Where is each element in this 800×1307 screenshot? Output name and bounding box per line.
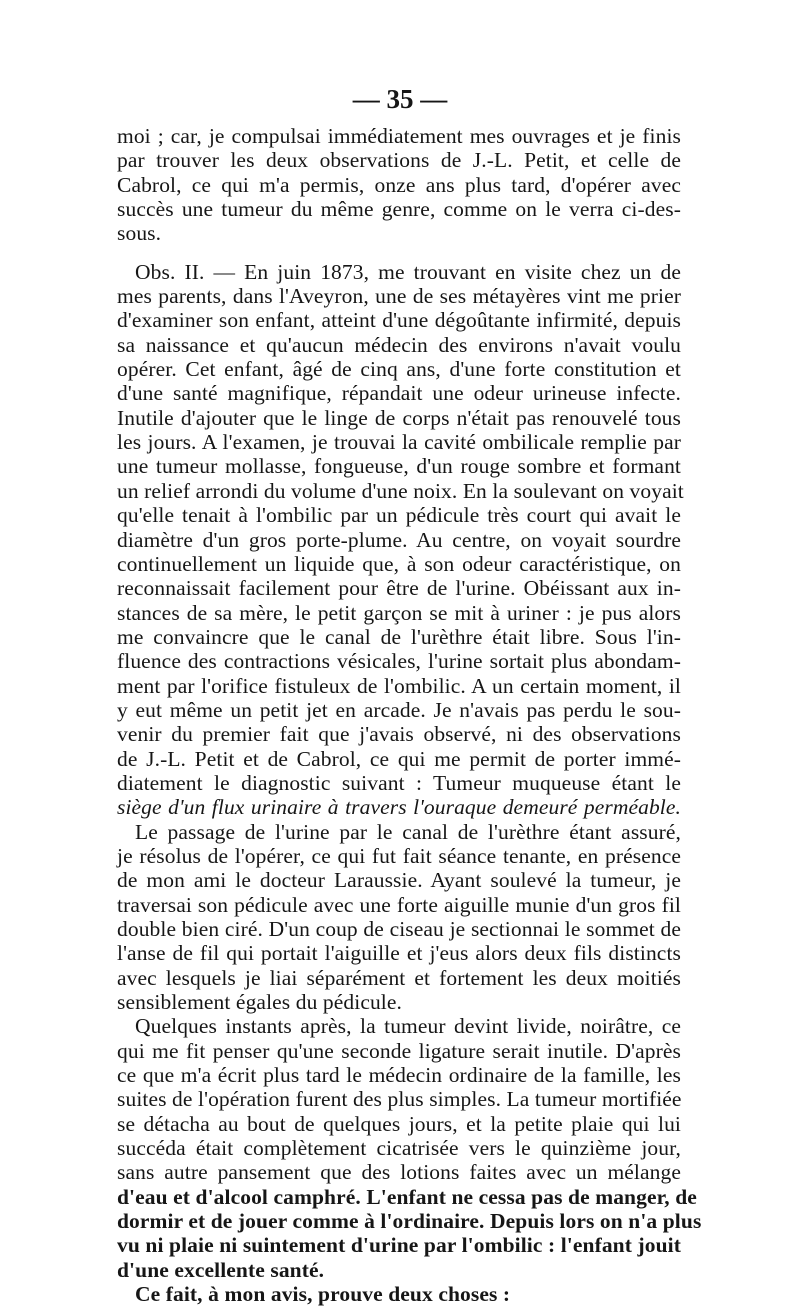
text-line: une tumeur mollasse, fongueuse, d'un rouge sombre et formant xyxy=(117,454,681,479)
text-line: sans autre pansement que des lotions faites avec un mélange xyxy=(117,1160,681,1185)
text-line: venir du premier fait que j'avais observé, ni des observations xyxy=(117,722,681,747)
text-line: suites de l'opération furent des plus simples. La tumeur mortifiée xyxy=(117,1087,682,1112)
text-line: Quelques instants après, la tumeur devint livide, noirâtre, ce xyxy=(135,1014,681,1039)
text-line: sous. xyxy=(117,221,162,246)
text-line: de J.-L. Petit et de Cabrol, ce qui me permit de porter immé- xyxy=(117,746,681,771)
text-line: Cabrol, ce qui m'a permis, onze ans plus tard, d'opérer avec xyxy=(117,172,681,197)
text-line: avec lesquels je liai séparément et fortement les deux moitiés xyxy=(117,965,681,990)
text-line: stances de sa mère, le petit garçon se mit à uriner : je pus alors xyxy=(117,600,681,625)
text-line: sensiblement égales du pédicule. xyxy=(117,990,402,1015)
text-line: les jours. A l'examen, je trouvai la cavité ombilicale remplie par xyxy=(117,430,681,455)
text-line: je résolus de l'opérer, ce qui fut fait séance tenante, en présence xyxy=(117,843,681,868)
text-line: qu'elle tenait à l'ombilic par un pédicule très court qui avait le xyxy=(117,503,681,528)
text-line: opérer. Cet enfant, âgé de cinq ans, d'une forte constitution et xyxy=(117,357,681,382)
text-line: dormir et de jouer comme à l'ordinaire. Depuis lors on n'a plus xyxy=(117,1209,702,1234)
text-line: diamètre d'un gros porte-plume. Au centre, on voyait sourdre xyxy=(117,527,681,552)
text-line: ce que m'a écrit plus tard le médecin ordinaire de la famille, les xyxy=(117,1063,681,1088)
text-line: reconnaissait facilement pour être de l'urine. Obéissant aux in- xyxy=(117,576,681,601)
text-line: fluence des contractions vésicales, l'urine sortait plus abondam- xyxy=(117,649,681,674)
text-line: d'une excellente santé. xyxy=(117,1257,325,1282)
text-line: l'anse de fil qui portait l'aiguille et j'eus alors deux fils distincts xyxy=(117,941,681,966)
text-line: diatement le diagnostic suivant : Tumeur muqueuse étant le xyxy=(117,770,681,795)
text-line: sa naissance et qu'aucun médecin des environs n'avait voulu xyxy=(117,332,681,357)
text-line: Inutile d'ajouter que le linge de corps n'était pas renouvelé tous xyxy=(117,405,681,430)
text-line: continuellement un liquide que, à son odeur caractéristique, on xyxy=(117,551,681,576)
text-line: d'eau et d'alcool camphré. L'enfant ne cessa pas de manger, de xyxy=(117,1184,697,1209)
page-number: — 35 — xyxy=(352,84,448,114)
text-line: de mon ami le docteur Laraussie. Ayant soulevé la tumeur, je xyxy=(117,868,681,893)
text-line: se détacha au bout de quelques jours, et la petite plaie qui lui xyxy=(117,1111,681,1136)
text-line: moi ; car, je compulsai immédiatement mes ouvrages et je finis xyxy=(117,124,681,148)
text-line: traversai son pédicule avec une forte aiguille munie d'un gros fil xyxy=(117,892,681,917)
text-line: d'examiner son enfant, atteint d'une dégoûtante infirmité, depuis xyxy=(117,308,681,333)
text-line: Ce fait, à mon avis, prouve deux choses : xyxy=(135,1282,511,1307)
text-line: mes parents, dans l'Aveyron, une de ses métayères vint me prier xyxy=(117,284,681,309)
text-line: double bien ciré. D'un coup de ciseau je sectionnai le sommet de xyxy=(117,917,681,941)
text-line: succéda était complètement cicatrisée vers le quinzième jour, xyxy=(117,1136,681,1161)
text-line: qui me fit penser qu'une seconde ligature serait inutile. D'après xyxy=(117,1038,681,1063)
observation-heading-line: Obs. II. — En juin 1873, me trouvant en visite chez un de xyxy=(135,259,681,284)
text-line: Le passage de l'urine par le canal de l'urèthre étant assuré, xyxy=(135,819,681,844)
text-line: succès une tumeur du même genre, comme on le verra ci-des- xyxy=(117,197,681,222)
text-line: me convaincre que le canal de l'urèthre était libre. Sous l'in- xyxy=(117,624,681,649)
text-line: par trouver les deux observations de J.-L. Petit, et celle de xyxy=(117,148,681,173)
paragraph-gap xyxy=(117,246,681,260)
diagnosis-line: siège d'un flux urinaire à travers l'ouraque demeuré perméable. xyxy=(117,795,681,820)
body-text xyxy=(117,124,702,1307)
text-line: ment par l'orifice fistuleux de l'ombilic. A un certain moment, il xyxy=(117,673,681,698)
text-line: un relief arrondi du volume d'une noix. En la soulevant on voyait xyxy=(117,478,684,503)
text-line: d'une santé magnifique, répandait une odeur urineuse infecte. xyxy=(117,381,681,406)
text-line: y eut même un petit jet en arcade. Je n'avais pas perdu le sou- xyxy=(117,697,681,722)
text-line: vu ni plaie ni suintement d'urine par l'ombilic : l'enfant jouit xyxy=(117,1233,681,1258)
